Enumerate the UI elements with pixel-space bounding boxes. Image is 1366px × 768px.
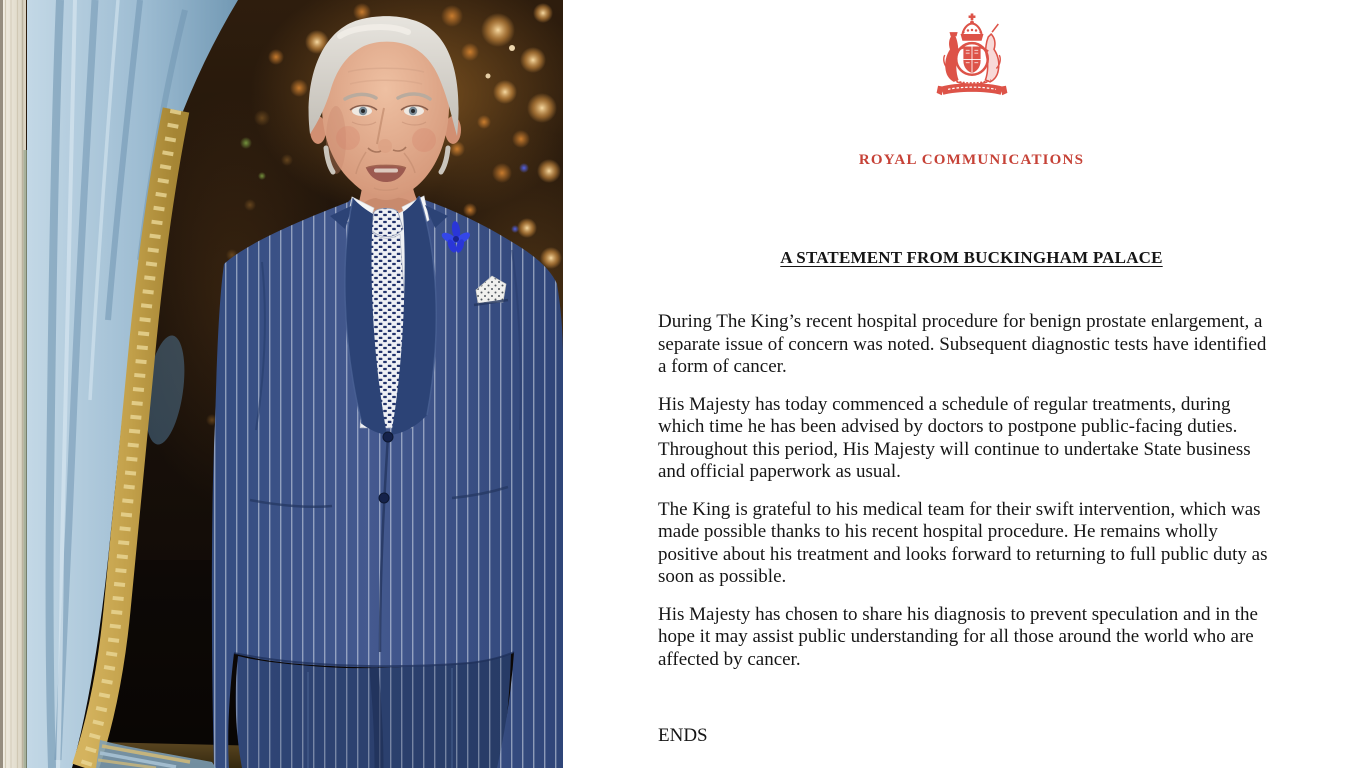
text-line: which time he has been advised by doctors to postpone public-facing duties. xyxy=(658,416,1238,437)
pinstripe-trousers xyxy=(236,653,511,768)
king-photo-illustration xyxy=(0,0,563,768)
door-frame xyxy=(0,0,30,768)
text-line: soon as possible. xyxy=(658,566,787,587)
statement-title: A STATEMENT FROM BUCKINGHAM PALACE xyxy=(780,248,1163,267)
royal-crest xyxy=(658,13,1285,101)
text-line: a form of cancer. xyxy=(658,356,787,377)
tie-knot xyxy=(371,208,403,236)
statement-paragraph-3 xyxy=(658,499,1285,589)
text-line: The King is grateful to his medical team for their swift intervention, which was xyxy=(658,498,1261,520)
statement-footer-ends: ENDS xyxy=(658,725,708,746)
text-line: His Majesty has chosen to share his diagnosis to prevent speculation and in the xyxy=(658,603,1258,625)
text-line: hope it may assist public understanding for all those around the world who are xyxy=(658,626,1254,647)
text-line: During The King’s recent hospital procedure for benign prostate enlargement, a xyxy=(658,311,1263,332)
text-line: positive about his treatment and looks forward to returning to full public duty as xyxy=(658,543,1268,565)
statement-paragraph-1 xyxy=(658,311,1285,379)
palace-statement-document xyxy=(563,0,1366,768)
letterhead-royal-communications: ROYAL COMMUNICATIONS xyxy=(858,152,1085,168)
text-line: Throughout this period, His Majesty will continue to undertake State business xyxy=(658,438,1251,460)
text-line: made possible thanks to his recent hospital procedure. He remains wholly xyxy=(658,521,1218,542)
statement-paragraph-4 xyxy=(658,604,1285,672)
king-charles-photo xyxy=(0,0,563,768)
jacket-button-top xyxy=(383,432,393,442)
text-line: and official paperwork as usual. xyxy=(658,461,901,482)
royal-coat-of-arms-icon xyxy=(923,13,1021,101)
statement-paragraph-2 xyxy=(658,394,1285,484)
jacket-button-bottom xyxy=(379,493,389,503)
text-line: affected by cancer. xyxy=(658,648,801,670)
text-line: His Majesty has today commenced a schedule of regular treatments, during xyxy=(658,393,1231,415)
text-line: separate issue of concern was noted. Subsequent diagnostic tests have identified xyxy=(658,333,1267,355)
